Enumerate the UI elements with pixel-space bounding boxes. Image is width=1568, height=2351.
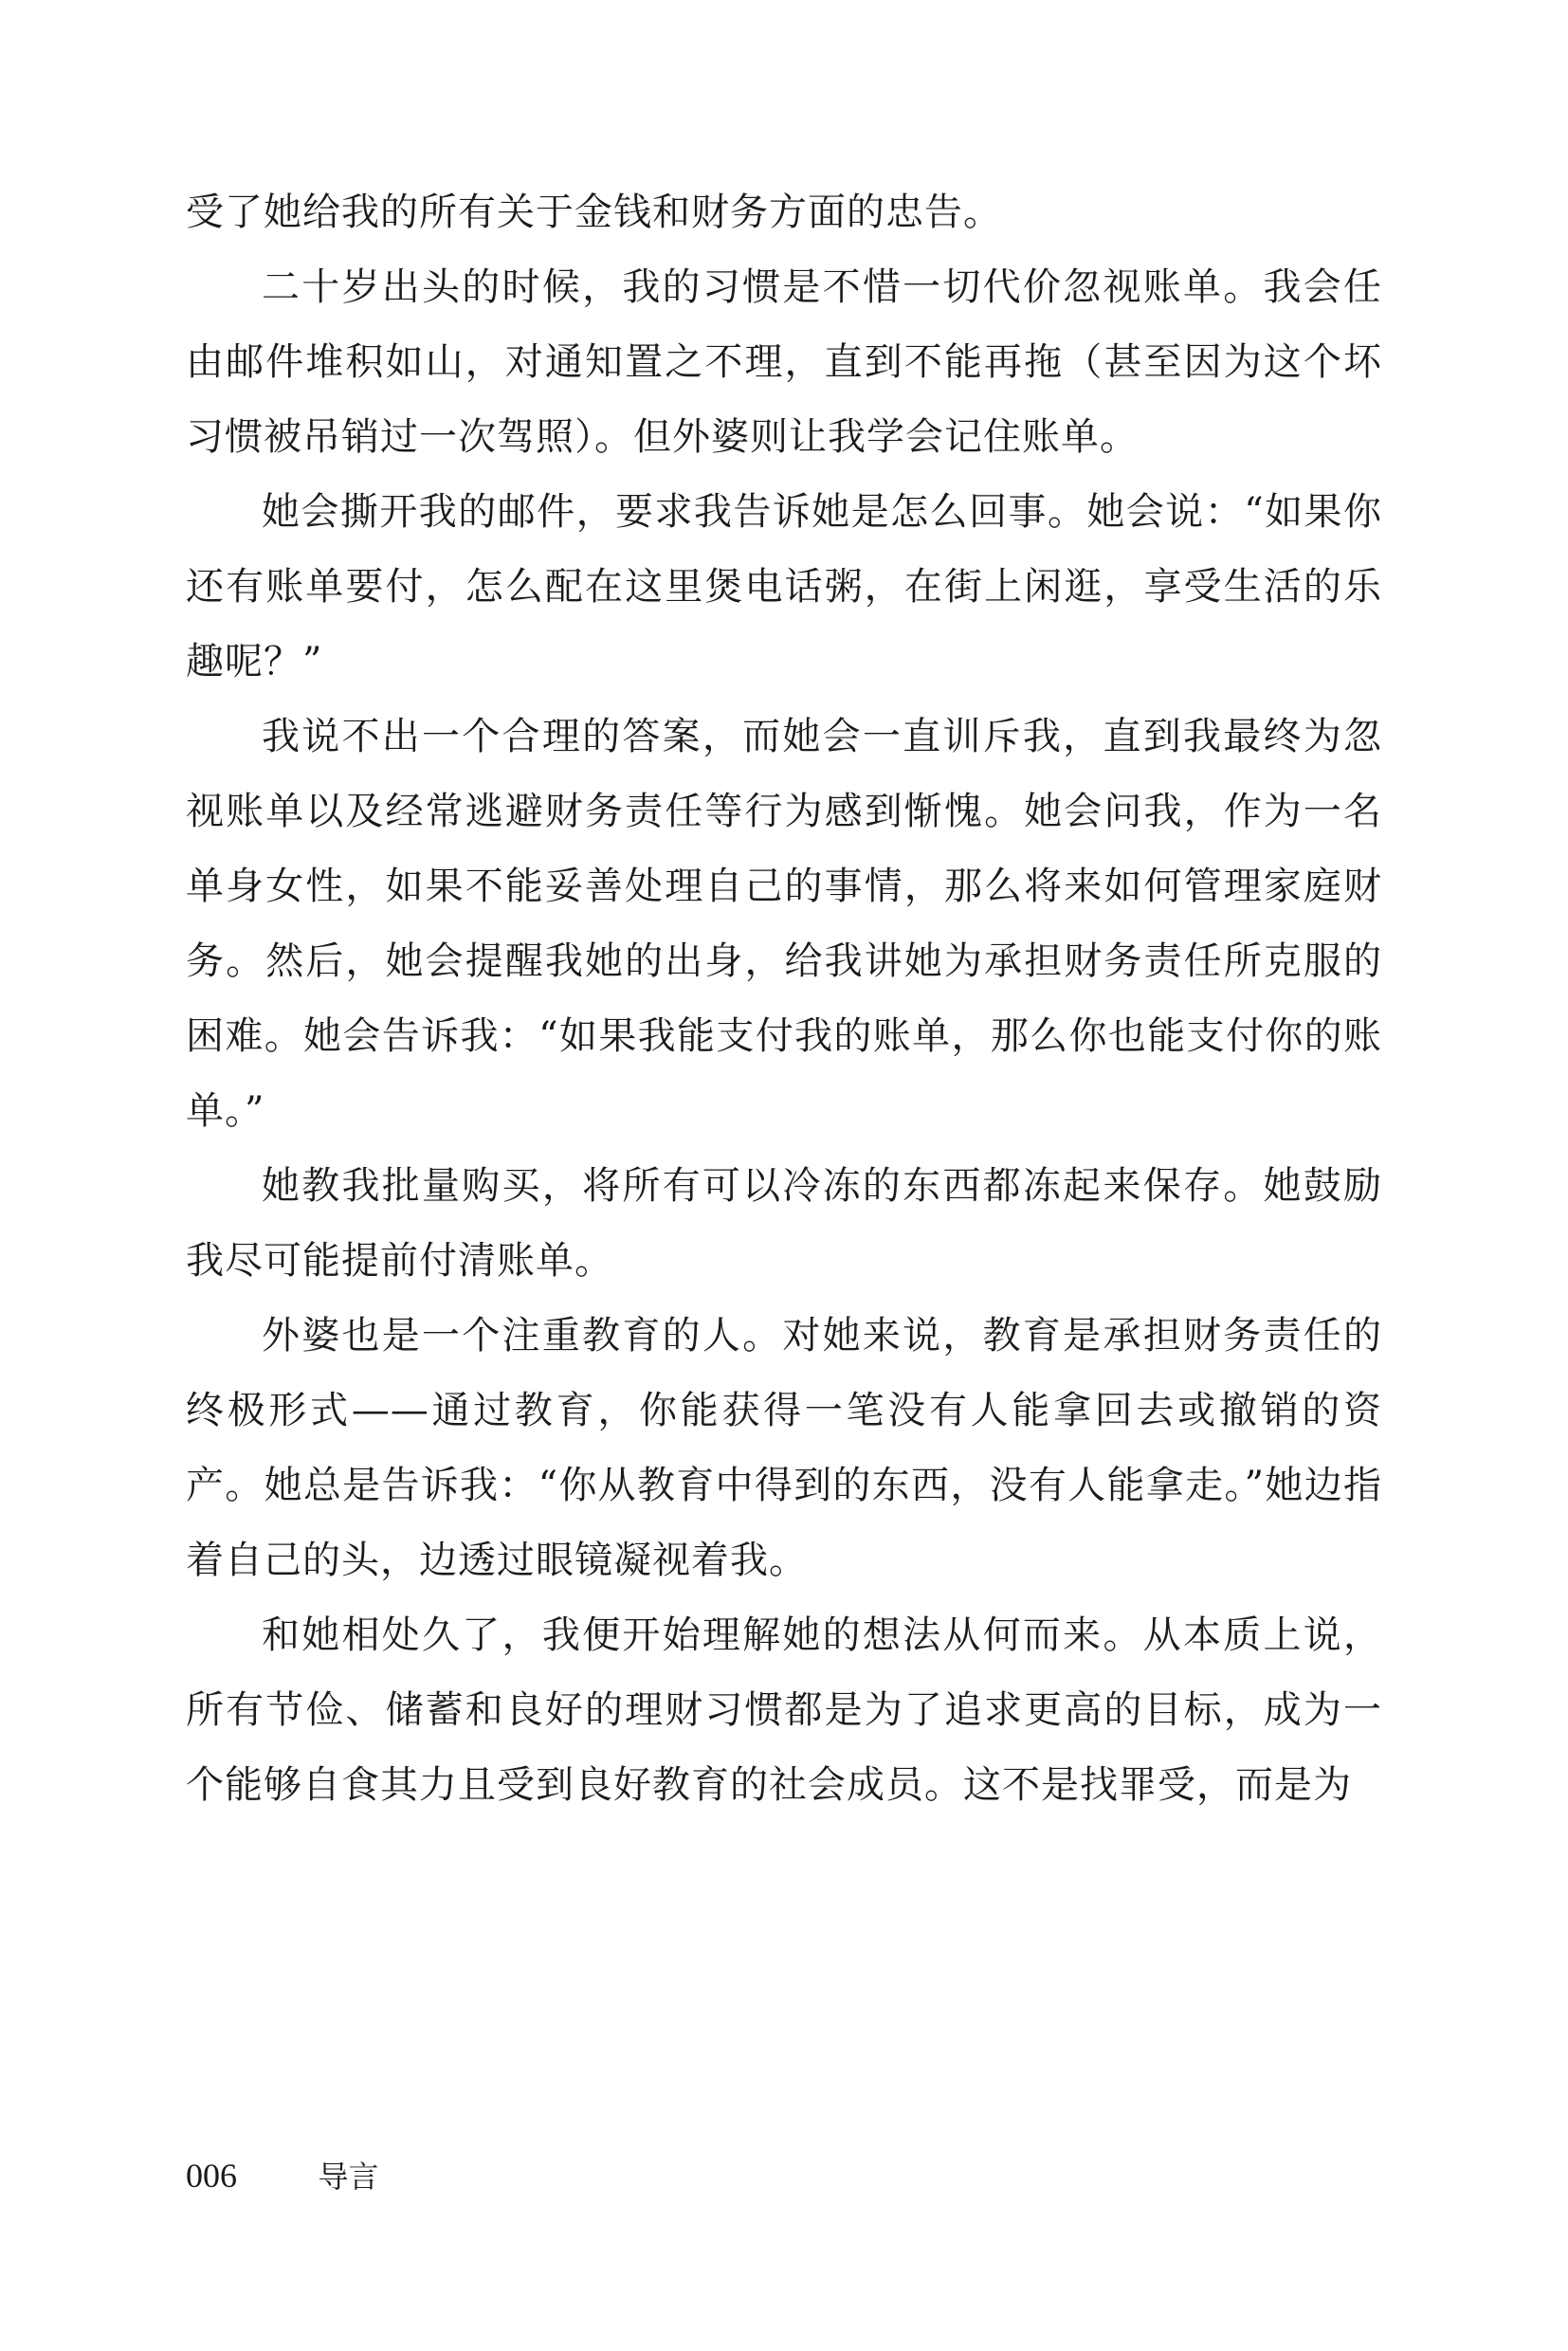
paragraph-5: 她教我批量购买，将所有可以冷冻的东西都冻起来保存。她鼓励我尽可能提前付清账单。 <box>186 1164 1382 1283</box>
page-footer <box>186 2152 378 2200</box>
paragraph-4: 我说不出一个合理的答案，而她会一直训斥我，直到我最终为忽视账单以及经常逃避财务责任等行为感到惭愧。她会问我，作为一名单身女性，如果不能妥善处理自己的事情，那么将来如何管理家庭财务。然后，她会提醒我她的出身，给我讲她为承担财务责任所克服的困难。她会告诉我：“如果我能支付我的账单，那么你也能支付你的账单。” <box>186 715 1382 1133</box>
paragraph-6: 外婆也是一个注重教育的人。对她来说，教育是承担财务责任的终极形式——通过教育，你能获得一笔没有人能拿回去或撤销的资产。她总是告诉我：“你从教育中得到的东西，没有人能拿走。”她边指着自己的头，边透过眼镜凝视着我。 <box>186 1314 1382 1582</box>
body-text <box>186 175 1382 1823</box>
section-name: 导言 <box>318 2159 379 2195</box>
page-number: 006 <box>186 2157 237 2195</box>
paragraph-2: 二十岁出头的时候，我的习惯是不惜一切代价忽视账单。我会任由邮件堆积如山，对通知置之不理，直到不能再拖（甚至因为这个坏习惯被吊销过一次驾照）。但外婆则让我学会记住账单。 <box>186 265 1382 459</box>
paragraph-7: 和她相处久了，我便开始理解她的想法从何而来。从本质上说，所有节俭、储蓄和良好的理财习惯都是为了追求更高的目标，成为一个能够自食其力且受到良好教育的社会成员。这不是找罪受，而是为 <box>186 1613 1382 1807</box>
paragraph-3: 她会撕开我的邮件，要求我告诉她是怎么回事。她会说：“如果你还有账单要付，怎么配在这里煲电话粥，在街上闲逛，享受生活的乐趣呢？” <box>186 490 1382 683</box>
paragraph-1: 受了她给我的所有关于金钱和财务方面的忠告。 <box>186 191 1002 234</box>
